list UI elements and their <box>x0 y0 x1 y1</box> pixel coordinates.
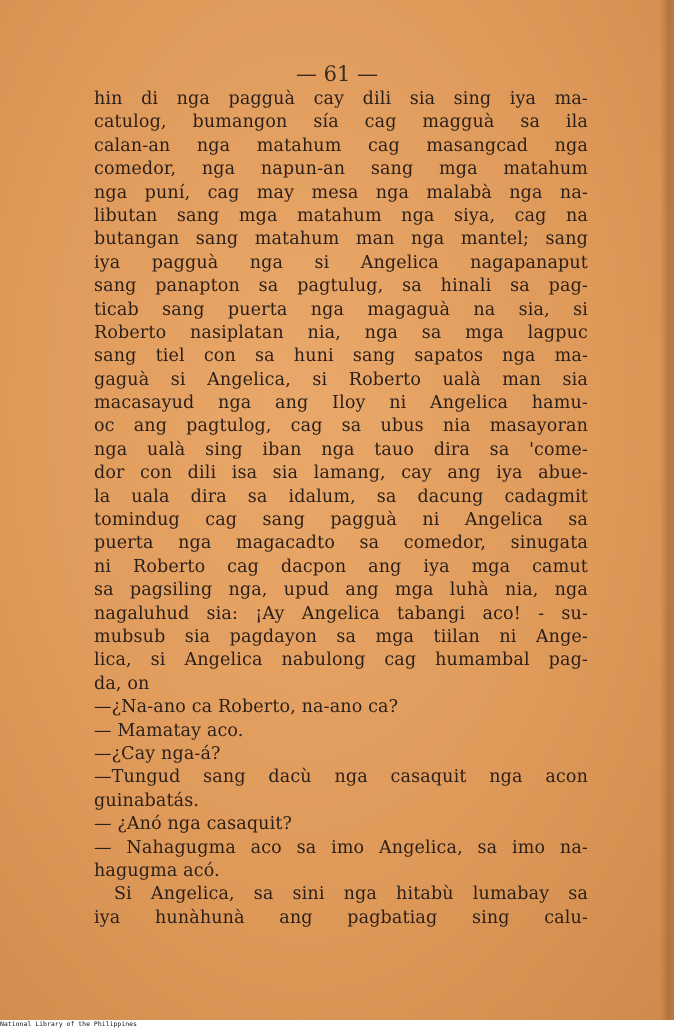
text-line: guinabatás. <box>94 790 200 811</box>
page-body-text <box>94 88 588 930</box>
text-line: la uala dira sa idalum, sa dacung cadagmit <box>94 486 588 507</box>
text-line: —¿Na-ano ca Roberto, na-ano ca? <box>94 697 399 718</box>
text-line: calan-an nga matahum cag masangcad nga <box>94 135 588 156</box>
text-line: —¿Cay nga-á? <box>94 743 221 764</box>
text-line: lica, si Angelica nabulong cag humambal pag- <box>94 650 588 671</box>
text-line: da, on <box>94 673 150 694</box>
text-line: — Mamatay aco. <box>94 720 244 741</box>
text-line: — ¿Anó nga casaquit? <box>94 814 293 835</box>
library-credit-footer: National Library of the Philippines <box>0 1020 674 1028</box>
text-line: nagaluhud sia: ¡Ay Angelica tabangi aco! - su- <box>94 603 588 624</box>
text-line: libutan sang mga matahum nga siya, cag na <box>94 205 588 226</box>
text-line: nga puní, cag may mesa nga malabà nga na- <box>94 182 588 203</box>
text-line: sa pagsiling nga, upud ang mga luhà nia, nga <box>94 580 588 601</box>
text-line: hin di nga pagguà cay dili sia sing iya ma- <box>94 89 588 109</box>
text-line: puerta nga magacadto sa comedor, sinugata <box>94 533 588 554</box>
text-line: hagugma acó. <box>94 860 220 881</box>
text-line: oc ang pagtulog, cag sa ubus nia masayoran <box>94 416 588 437</box>
text-line: nga ualà sing iban nga tauo dira sa 'come- <box>94 439 588 460</box>
text-line: gaguà si Angelica, si Roberto ualà man sia <box>94 369 588 390</box>
text-line: catulog, bumangon sía cag magguà sa ila <box>94 112 588 133</box>
text-line: tomindug cag sang pagguà ni Angelica sa <box>94 510 588 531</box>
text-line: comedor, nga napun-an sang mga matahum <box>94 159 588 180</box>
text-line: — Nahagugma aco sa imo Angelica, sa imo na- <box>94 837 588 858</box>
text-line: mubsub sia pagdayon sa mga tiilan ni Ange- <box>94 626 588 647</box>
text-line: —Tungud sang dacù nga casaquit nga acon <box>94 767 588 788</box>
text-line: ticab sang puerta nga magaguà na sia, si <box>94 299 588 320</box>
page-edge-shadow <box>660 0 674 1020</box>
text-line: sang tiel con sa huni sang sapatos nga ma- <box>94 346 588 367</box>
text-line: ni Roberto cag dacpon ang iya mga camut <box>94 556 588 577</box>
text-line: sang panapton sa pagtulug, sa hinali sa pag- <box>94 276 588 297</box>
text-line: dor con dili isa sia lamang, cay ang iya abue- <box>94 463 588 484</box>
text-line: iya pagguà nga si Angelica nagapanaput <box>94 252 588 273</box>
text-line: iya hunàhunà ang pagbatiag sing calu- <box>94 907 588 928</box>
page-number: — 61 — <box>295 62 379 86</box>
text-line: Si Angelica, sa sini nga hitabù lumabay sa <box>114 884 588 905</box>
text-line: butangan sang matahum man nga mantel; sang <box>94 229 588 250</box>
text-line: macasayud nga ang Iloy ni Angelica hamu- <box>94 393 588 414</box>
text-line: Roberto nasiplatan nia, nga sa mga lagpuc <box>94 322 588 343</box>
